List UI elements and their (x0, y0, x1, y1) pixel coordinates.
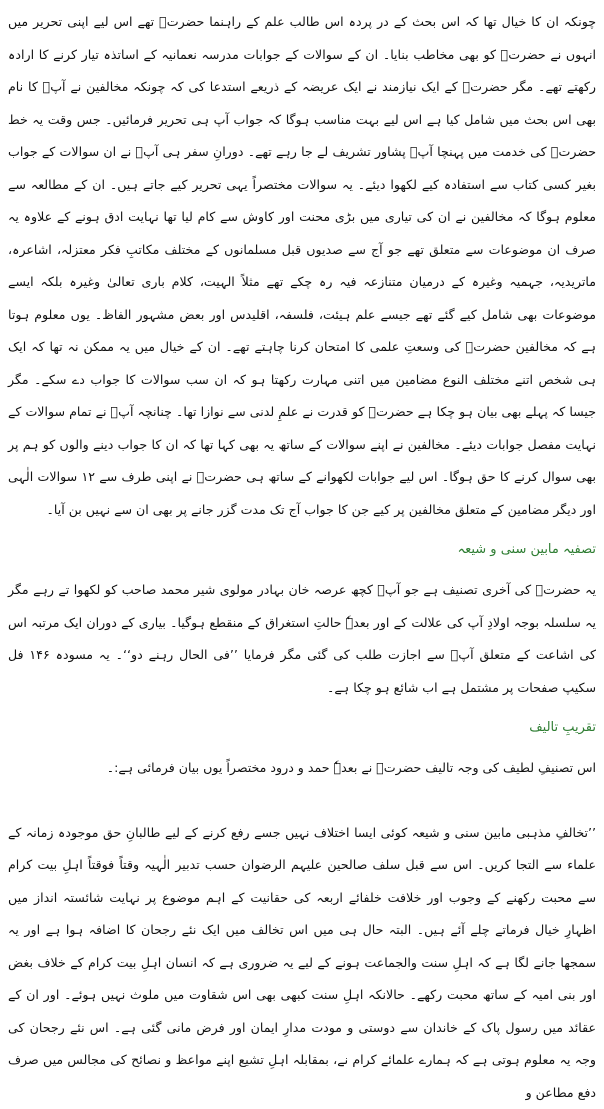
paragraph-intro: اس تصنیفِ لطیف کی وجہ تالیف حضرتؒ نے بعدہٗ حمد و درود مختصراً یوں بیان فرمائی ہے:۔ (8, 752, 596, 785)
paragraph-quotation: ’’تخالفِ مذہبی مابین سنی و شیعہ کوئی ایسا اختلاف نہیں جسے رفع کرنے کے لیے طالبانِ حق موجودہ زمانہ کے علماء سے التجا کریں۔ اس سے قبل سلف صالحین علیہم الرضوان حسب تدبیر الٰہیہ وقتاً فوقتاً اہلِ بیت کرام سے محبت رکھنے کے وجوب اور خلافت خلفائے اربعہ کی حقانیت کے اہم موضوع پر نہایت شائستہ انداز میں اظہارِ خیال فرماتے چلے آئے ہیں۔ البتہ حال ہی میں اس تخالف میں ایک نئے رجحان کا اضافہ ہوا ہے اور یہ سمجھا جانے لگا ہے کہ اہلِ سنت والجماعت ہونے کے لیے یہ ضروری ہے کہ انسان اہلِ بیت کرام کے خلاف بغض اور بنی امیہ کے ساتھ محبت رکھے۔ حالانکہ اہلِ سنت کبھی بھی اس شقاوت میں ملوث نہیں ہوئے۔ اور ان کے عقائد میں رسول پاک کے خاندان سے دوستی و مودت مدارِ ایمان اور فرض مانی گئی ہے۔ اس نئے رجحان کی وجہ یہ معلوم ہوتی ہے کہ ہمارے علمائے کرام نے، بمقابلہ اہلِ تشیع اپنے مواعظ و نصائح کی مجالس میں صرف دفع مطاعن و (8, 817, 596, 1109)
spacer (8, 744, 596, 752)
spacer (8, 704, 596, 712)
spacer (8, 526, 596, 534)
section-heading-sunni-shia: تصفیہ مابین سنی و شیعہ (8, 534, 596, 566)
paragraph-last-work: یہ حضرتؒ کی آخری تصنیف ہے جو آپؒ کچھ عرصہ خان بہادر مولوی شیر محمد صاحب کو لکھوا تے رہے مگر یہ سلسلہ بوجہ اولادِ آپ کی علالت کے اور بعدہٗ حالتِ استغراق کے منقطع ہوگیا۔ بیاری کے دوران ایک مرتبہ اس کی اشاعت کے متعلق آپؒ سے اجازت طلب کی گئی مگر فرمایا ’’فی الحال رہنے دو‘‘۔ یہ مسودہ ۱۴۶ فل سکیپ صفحات پر مشتمل ہے اب شائع ہو چکا ہے۔ (8, 574, 596, 704)
spacer (8, 566, 596, 574)
paragraph-questions-history: چونکہ ان کا خیال تھا کہ اس بحث کے در پردہ اس طالب علم کے راہنما حضرتؒ تھے اس لیے اپنی تحریر میں انہوں نے حضرتؒ کو بھی مخاطب بنایا۔ ان کے سوالات کے جوابات مدرسہ نعمانیہ کے اساتذہ تیار کرنے کا ارادہ رکھتے تھے۔ مگر حضرتؒ کے ایک نیازمند نے ایک عریضہ کے ذریعے استدعا کی کہ چونکہ مخالفین نے آپؒ کا نام بھی اس بحث میں شامل کیا ہے اس لیے بہت مناسب ہوگا کہ جواب آپ ہی تحریر فرمائیں۔ جس وقت یہ خط حضرتؒ کی خدمت میں پہنچا آپؒ پشاور تشریف لے جا رہے تھے۔ دورانِ سفر ہی آپؒ نے ان سوالات کے جواب بغیر کسی کتاب سے استفادہ کیے لکھوا دیئے۔ یہ سوالات مختصراً یہی تحریر کیے جاتے ہیں۔ ان کے مطالعہ سے معلوم ہوگا کہ مخالفین نے ان کی تیاری میں بڑی محنت اور کاوش سے کام لیا تھا نہایت ادق ہونے کے علاوہ یہ صرف ان موضوعات سے متعلق تھے جو آج سے صدیوں قبل مسلمانوں کے مختلف مکاتبِ فکر معتزلہ، اشاعرہ، ماتریدیہ، جہمیہ وغیرہ کے درمیان متنازعہ فیہ رہ چکے تھے مثلاً الہیت، کلام باری تعالیٰ وغیرہ بلکہ ایسے موضوعات بھی شامل کیے گئے تھے جیسے علم ہیئت، فلسفہ، اقلیدس اور بعض مشہور الفاظ۔ یوں معلوم ہوتا ہے کہ مخالفین حضرتؒ کی وسعتِ علمی کا امتحان کرنا چاہتے تھے۔ ان کے خیال میں یہ ممکن نہ تھا کہ ایک ہی شخص اتنے مختلف النوع مضامین میں اتنی مہارت رکھتا ہو کہ ان سب سوالات کا جواب دے سکے۔ مگر جیسا کہ پہلے بھی بیان ہو چکا ہے حضرتؒ کو قدرت نے علمِ لدنی سے نوازا تھا۔ چنانچہ آپؒ نے تمام سوالات کے نہایت مفصل جوابات دیئے۔ مخالفین نے اپنے سوالات کے ساتھ یہ بھی کہا تھا کہ ان کا جواب دینے والوں کو ہم پر بھی سوال کرنے کا حق ہوگا۔ اس لیے جوابات لکھوانے کے ساتھ ہی حضرتؒ نے اپنی طرف سے ۱۲ سوالات الٰہی اور دیگر مضامین کے متعلق مخالفین پر کیے جن کا جواب آج تک مدت گزر جانے پر بھی ان سے نہیں بن آیا۔ (8, 6, 596, 526)
spacer (8, 785, 596, 817)
section-heading-occasion: تقریبِ تالیف (8, 712, 596, 744)
